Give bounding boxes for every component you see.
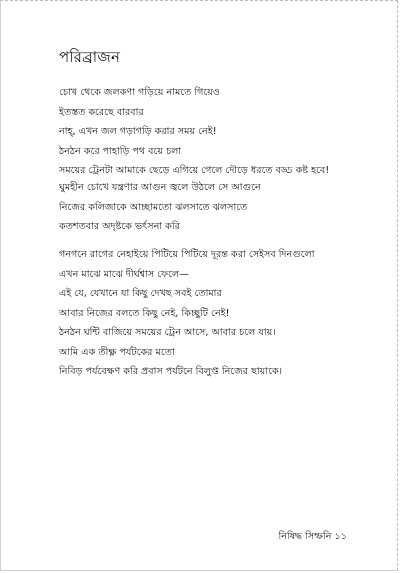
- poem-line: কতশতবার অদৃষ্টকে ভর্ৎসনা করি: [59, 221, 180, 232]
- poem-line: ঠনঠন ঘন্টি বাজিয়ে সময়ের ট্রেন আসে, আবার চলে যায়।: [59, 327, 276, 338]
- stanza-3: [59, 245, 315, 382]
- poem-line: এখন মাঝে মাঝে দীর্ঘশ্বাস ফেলে—: [59, 268, 189, 280]
- poem-line: আমি এক তীক্ষ্ণ পর্যটকের মতো: [59, 346, 175, 358]
- poem-line: সময়ের ট্রেনটা আমাকে ছেড়ে এগিয়ে গেলে দৌড়ে ধরতে বড্ড কষ্ট হবে!: [59, 165, 330, 176]
- poem-line: নিবিড় পর্যবেক্ষণ করি প্রবাস পর্যটনে বিলুপ্ত নিজের ছায়াকে।: [59, 366, 283, 377]
- page-footer: নিষিদ্ধ সিম্ফনি ১১: [278, 531, 347, 542]
- poem-line: ঘুমহীন চোখে যন্ত্রণার আগুন জ্বলে উঠলে সে আগুনে: [59, 182, 261, 193]
- poem-title: পরিব্রাজন: [59, 48, 121, 66]
- stanza-1: [59, 83, 329, 181]
- stanza-2: [59, 178, 261, 237]
- poem-line: ঠনঠন করে পাহাড়ি পথ বয়ে চলা: [59, 145, 182, 157]
- poem-line: নাহ্‌, এখন জল গড়াগড়ি করার সময় নেই!: [59, 126, 217, 137]
- poem-line: গনগনে রাগের নেহাইয়ে পিটিয়ে পিটিয়ে দূরন্ত করা সেইসব দিনগুলো: [59, 249, 315, 260]
- poem-line: এই যে, যেখানে যা কিছু দেখছ সবই তোমার: [59, 288, 222, 299]
- poem-line: ইতস্তত করেছে বারবার: [59, 106, 144, 118]
- poem-line: আবার নিজের বলতে কিছু নেই, কিচ্ছুটি নেই!: [59, 307, 230, 319]
- poem-line: নিজের কলিজাকে আচ্ছামতো ঝলসাতে ঝলসাতে: [59, 201, 248, 213]
- poem-line: চোখ থেকে জলকণা গড়িয়ে নামতে গিয়েও: [59, 87, 220, 98]
